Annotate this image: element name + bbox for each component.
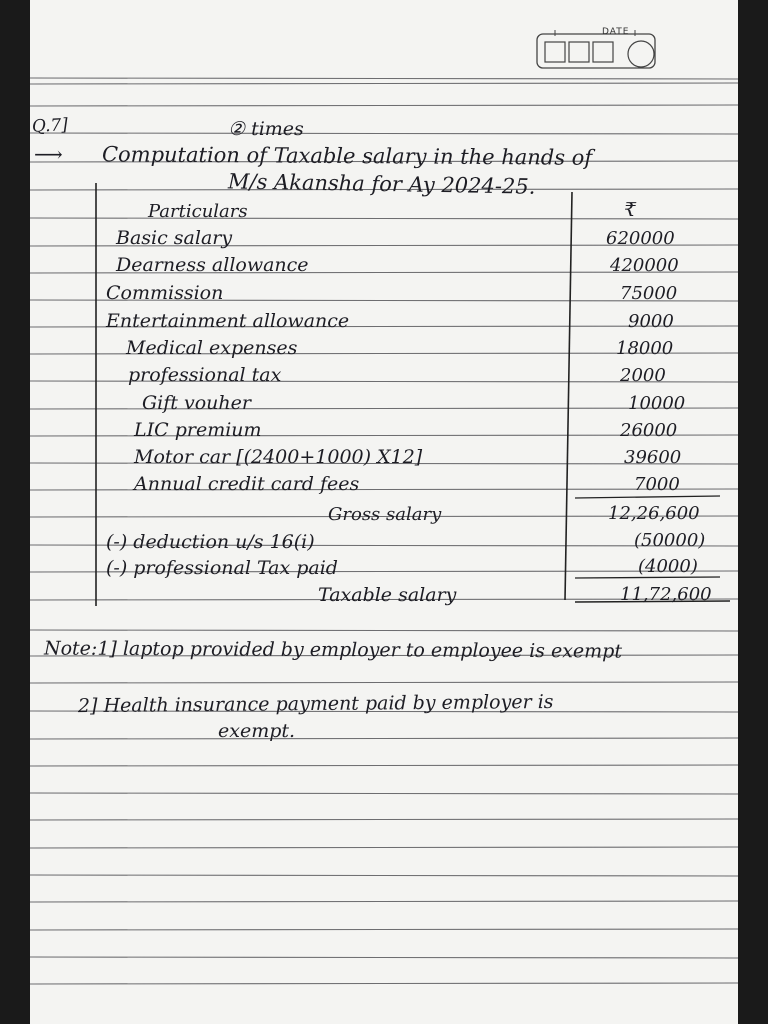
particular-label: Medical expenses xyxy=(126,337,298,359)
times-label: ② times xyxy=(228,118,304,140)
deduction-ptax-amount: (4000) xyxy=(638,556,698,577)
rule-line xyxy=(30,765,738,766)
rule-line xyxy=(30,957,738,958)
particular-label: Basic salary xyxy=(116,227,233,249)
rule-line xyxy=(30,133,738,134)
rule-line xyxy=(30,630,738,631)
particular-amount: 620000 xyxy=(606,228,675,249)
particular-label: Annual credit card fees xyxy=(134,473,360,495)
heading-arrow: ⟶ xyxy=(34,142,63,166)
rule-line xyxy=(30,983,738,984)
heading-line-1: Computation of Taxable salary in the hands of xyxy=(101,142,593,170)
gross-underline xyxy=(575,496,720,498)
heading-line-2: M/s Akansha for Ay 2024-25. xyxy=(227,169,536,199)
taxable-salary-label: Taxable salary xyxy=(318,584,457,606)
gross-salary-amount: 12,26,600 xyxy=(608,503,700,524)
particular-amount: 18000 xyxy=(616,338,674,359)
rule-line xyxy=(30,105,738,106)
note-2-line-2: exempt. xyxy=(218,720,296,742)
particular-amount: 2000 xyxy=(620,365,666,386)
particular-label: professional tax xyxy=(128,364,282,386)
question-number: Q.7] xyxy=(31,115,69,137)
rule-line xyxy=(30,929,738,930)
taxable-salary-amount: 11,72,600 xyxy=(620,584,712,605)
particular-label: Entertainment allowance xyxy=(106,310,350,332)
particular-label: LIC premium xyxy=(134,419,262,441)
table-amount-divider xyxy=(565,192,572,600)
date-stamp-label: DATE xyxy=(602,27,630,37)
deduction-16-label: (-) deduction u/s 16(i) xyxy=(106,531,315,553)
deduction-16-amount: (50000) xyxy=(634,530,706,551)
particular-amount: 26000 xyxy=(620,420,678,441)
rule-line xyxy=(30,875,738,876)
particular-amount: 39600 xyxy=(624,447,682,468)
total-overline xyxy=(575,577,720,578)
particular-label: Dearness allowance xyxy=(116,254,309,276)
amount-header: ₹ xyxy=(624,199,637,221)
rule-line xyxy=(30,738,738,739)
particular-label: Motor car [(2400+1000) X12] xyxy=(134,446,423,468)
notebook-page xyxy=(30,0,738,1024)
particulars-header: Particulars xyxy=(148,201,248,222)
gross-salary-label: Gross salary xyxy=(328,504,442,525)
particular-amount: 7000 xyxy=(634,474,680,495)
note-2-line-1: 2] Health insurance payment paid by employer is xyxy=(77,690,554,718)
rule-line xyxy=(30,682,738,683)
note-1: Note:1] laptop provided by employer to employee is exempt xyxy=(43,637,623,663)
particular-amount: 75000 xyxy=(620,283,678,304)
rule-line xyxy=(30,901,738,902)
rule-line xyxy=(30,847,738,848)
rule-line xyxy=(30,83,738,84)
particular-label: Commission xyxy=(106,282,224,304)
particular-label: Gift vouher xyxy=(142,392,251,414)
deduction-ptax-label: (-) professional Tax paid xyxy=(106,557,338,579)
date-stamp-icon xyxy=(535,24,663,72)
particular-amount: 9000 xyxy=(628,311,674,332)
rule-line xyxy=(30,819,738,820)
particular-amount: 10000 xyxy=(628,393,686,414)
rule-line xyxy=(30,78,738,79)
rule-line xyxy=(30,793,738,794)
particular-amount: 420000 xyxy=(610,255,679,276)
